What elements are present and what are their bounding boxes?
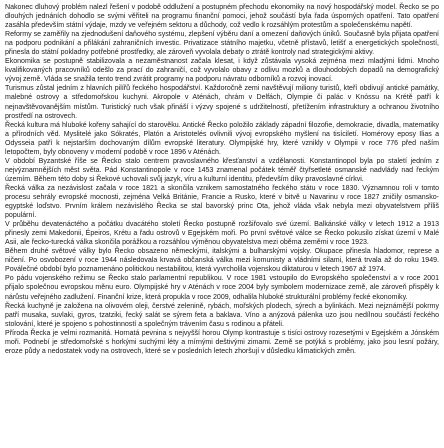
paragraph: Turismus zůstal jedním z hlavních pilířů řeckého hospodářství. Každoročně zemi navštěvují miliony turistů, kteří obdivují antické památky, malebné ostrovy a středomořskou kuchyni. Akropole v Aténách, chrám v Delfách, Olympie či palác v Knóssu na Krétě patří k nejnavštěvovanějším místům. Turistický ruch však přináší i výzvy spojené s udržitelností, přetížením infrastruktury a ochranou životního prostředí na ostrovech. — [5, 85, 439, 120]
paragraph: V průběhu devatenáctého a počátku dvacátého století Řecko postupně rozšiřovalo své území. Balkánské války v letech 1912 a 1913 přinesly zemi Makedonii, Épeiros, Krétu a řadu ostrovů v Egejském moři. Po první světové válce se Řecko pokusilo získat území v Malé Asii, ale řecko-turecká válka skončila porážkou a rozsáhlou výměnou obyvatelstva mezi oběma zeměmi v roce 1923. — [5, 221, 439, 247]
paragraph: Během druhé světové války bylo Řecko obsazeno německými, italskými a bulharskými vojsky. Okupace přinesla hladomor, represe a ničení. Po osvobození v roce 1944 následovala krvavá občanská válka mezi komunisty a vládními silami, která trvala až do roku 1949. Poválečné období bylo poznamenáno politickou nestabilitou, která vyvrcholila vojenskou diktaturou v letech 1967 až 1974. — [5, 248, 439, 274]
paragraph: Nakonec dluhový problém nalezl řešení v podobě oddlužení a postupném přechodu ekonomiky na nový hospodářský model. Řecko se po dlouhých jednáních dohodlo se svými věřiteli na programu finanční pomoci, jehož součástí byla řada úsporných opatření. Tato opatření zasáhla především státní výdaje, mzdy ve veřejném sektoru a důchody, což vedlo k rozsáhlým protestům a společenskému napětí. — [5, 4, 439, 30]
paragraph: Řecká válka za nezávislost začala v roce 1821 a skončila vznikem samostatného řeckého státu v roce 1830. Významnou roli v tomto procesu sehrály evropské mocnosti, zejména Velká Británie, Francie a Rusko, které v bitvě u Navarinu v roce 1827 zničily osmansko-egyptské loďstvo. Prvním králem nezávislého Řecka se stal bavorský princ Ota, jehož vláda však nebyla mezi obyvatelstvem příliš populární. — [5, 184, 439, 220]
paragraph: Řecká kultura má hluboké kořeny sahající do starověku. Antické Řecko položilo základy západní filozofie, demokracie, divadla, matematiky a přírodních věd. Myslitelé jako Sókratés, Platón a Aristotelés ovlivnili vývoj evropského myšlení na tisíciletí. Homérovy eposy Ilias a Odysseia patří k nejstarším dochovaným dílům evropské literatury. Olympijské hry, které vznikly v Olympii v roce 776 před naším letopočtem, byly obnoveny v moderní podobě v roce 1896 v Aténách. — [5, 121, 439, 156]
paragraph: Ekonomika se postupně stabilizovala a nezaměstnanost začala klesat, i když zůstávala vysoká zejména mezi mladými lidmi. Mnoho kvalifikovaných pracovníků odešlo za prací do zahraničí, což vyvolalo obavy z odlivu mozků a dlouhodobých dopadů na demografický vývoj země. Vláda se snažila tento trend zvrátit programy na podporu návratu odborníků a rozvoj inovací. — [5, 58, 439, 84]
paragraph: Reformy se zaměřily na zjednodušení daňového systému, zlepšení výběru daní a omezení daňových úniků. Současně byla přijata opatření na podporu podnikání a přilákání zahraničních investic. Privatizace státního majetku, včetně přístavů, letišť a energetických společností, přinesla do státní pokladny potřebné prostředky, ale zároveň vyvolala debaty o ztrátě kontroly nad strategickými aktivy. — [5, 31, 439, 57]
paragraph: Příroda Řecka je velmi rozmanitá. Hornatá pevnina s nejvyšší horou Olymp kontrastuje s tisíci ostrovy rozesetými v Egejském a Jónském moři. Podnebí je středomořské s horkými suchými léty a mírnými deštivými zimami. Země se potýká s problémy, jako jsou lesní požáry, eroze půdy a nedostatek vody na ostrovech, které se v posledních letech zhoršují v důsledku klimatických změn. — [5, 329, 439, 355]
paragraph: Po pádu vojenského režimu se Řecko stalo parlamentní republikou. V roce 1981 vstoupilo do Evropského společenství a v roce 2001 přijalo společnou evropskou měnu euro. Olympijské hry v Aténách v roce 2004 byly symbolem modernizace země, ale zároveň přispěly k nárůstu veřejného zadlužení. Finanční krize, která propukla v roce 2009, odhalila hluboké strukturální problémy řecké ekonomiky. — [5, 275, 439, 301]
paragraph: Řecká kuchyně je založena na olivovém oleji, čerstvé zelenině, rybách, mořských plodech, sýrech a bylinkách. Mezi nejznámější pokrmy patří musaka, suvlaki, gyros, tzatziki, řecký salát se sýrem feta a baklava. Víno a anýzová pálenka uzo jsou nedílnou součástí řeckého stolování, které je spojeno s pohostinností a společným trávením času s rodinou a přáteli. — [5, 302, 439, 328]
paragraph: V období Byzantské říše se Řecko stalo centrem pravoslavného křesťanství a vzdělanosti. Konstantinopol byla po staletí jedním z nejvýznamnějších měst světa. Pád Konstantinopole v roce 1453 znamenal počátek téměř čtyřsetleté osmanské nadvlády nad řeckým územím. Během této doby si Řekové uchovali svůj jazyk, víru a kulturní identitu, především díky pravoslavné církvi. — [5, 157, 439, 183]
